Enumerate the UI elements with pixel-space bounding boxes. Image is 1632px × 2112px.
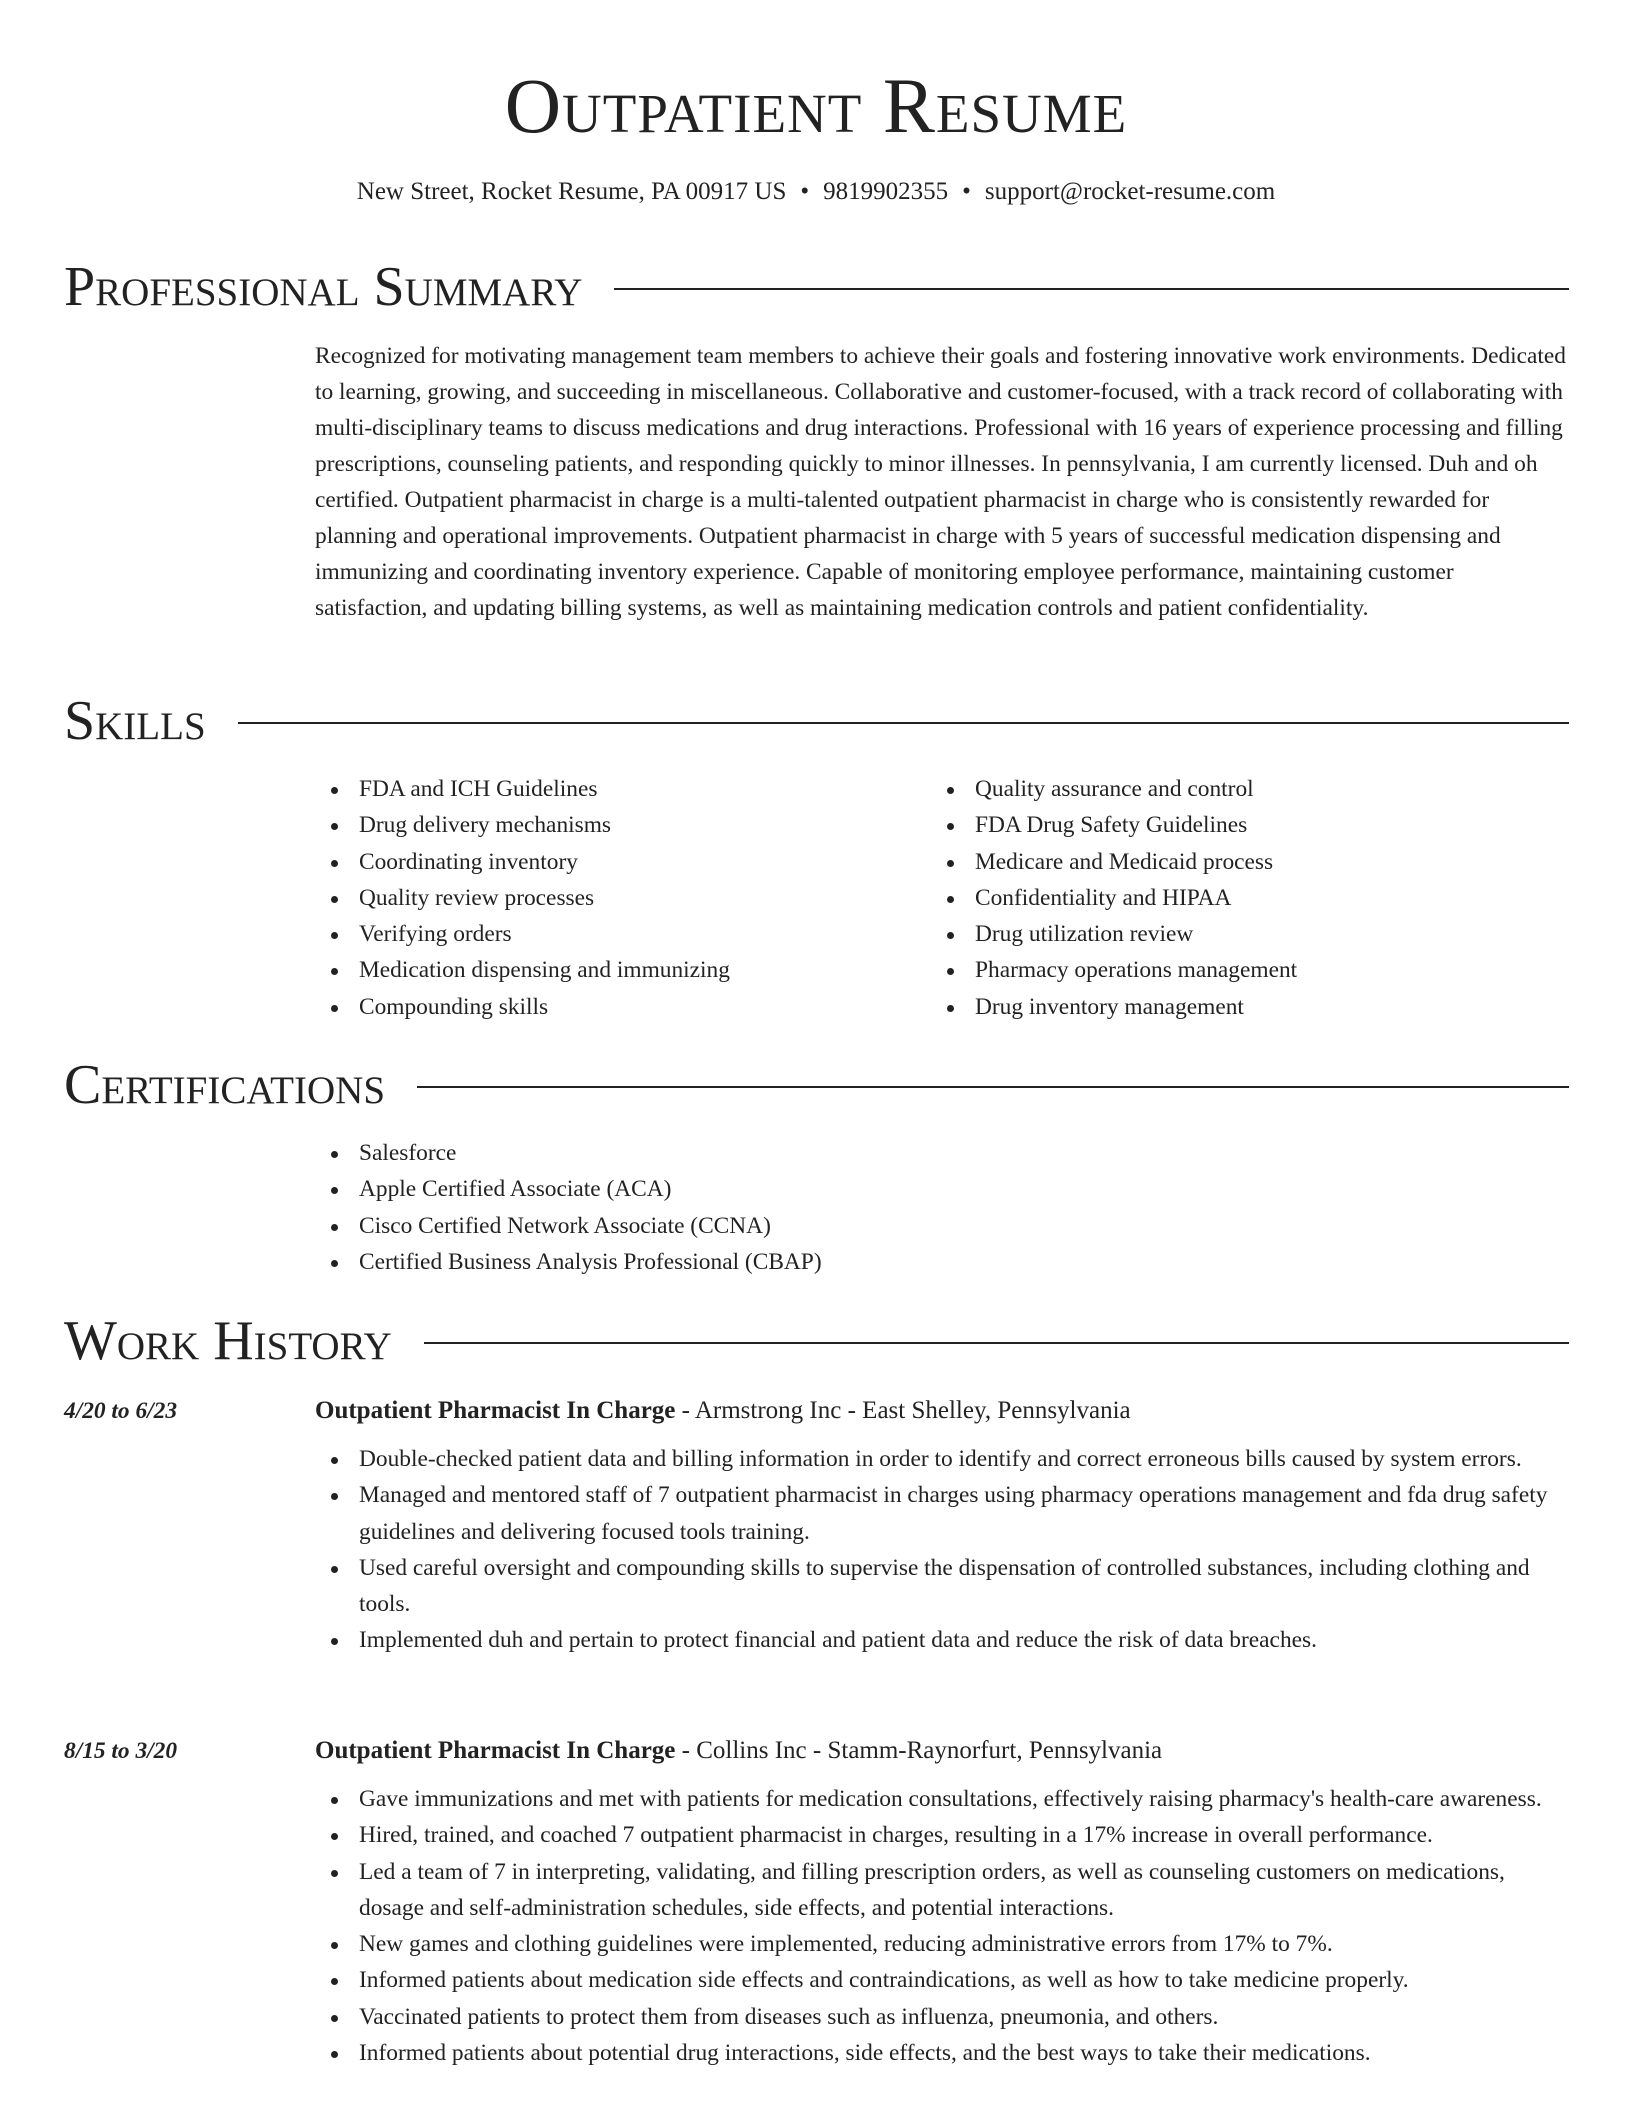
work-history-heading: Work History — [64, 1310, 392, 1372]
job-dates: 4/20 to 6/23 — [64, 1398, 178, 1424]
job-bullet: Led a team of 7 in interpreting, validating, and filling prescription orders, as well as counseling customers on medications, dosage and self-administration schedules, side effects, and potential interactions. — [315, 1854, 1571, 1927]
contact-address: New Street, Rocket Resume, PA 00917 US — [356, 178, 787, 205]
contact-separator: • — [962, 178, 971, 205]
skill-item: Confidentiality and HIPAA — [931, 880, 1571, 916]
skill-item: Compounding skills — [315, 989, 915, 1025]
certification-item: Salesforce — [315, 1135, 1571, 1171]
certifications-section-heading — [64, 1050, 1569, 1120]
skill-item: Drug utilization review — [931, 916, 1571, 952]
summary-section-heading — [64, 252, 1569, 322]
skills-heading: Skills — [64, 690, 206, 752]
job-bullets — [315, 1441, 1571, 1659]
job-title-line — [315, 1733, 1162, 1769]
skills-heading-rule — [238, 722, 1569, 724]
summary-heading-rule — [614, 288, 1569, 290]
contact-email[interactable]: support@rocket-resume.com — [984, 178, 1276, 205]
skill-item: Medicare and Medicaid process — [931, 844, 1571, 880]
job-bullet: New games and clothing guidelines were implemented, reducing administrative errors from 17% to 7%. — [315, 1926, 1571, 1962]
job-bullet: Gave immunizations and met with patients for medication consultations, effectively raising pharmacy's health-care awareness. — [315, 1781, 1571, 1817]
job-bullet: Vaccinated patients to protect them from diseases such as influenza, pneumonia, and others. — [315, 1999, 1571, 2035]
work-history-section-heading — [64, 1306, 1569, 1376]
skill-item: Verifying orders — [315, 916, 915, 952]
certifications-heading-rule — [417, 1086, 1569, 1088]
skill-item: FDA Drug Safety Guidelines — [931, 807, 1571, 843]
certifications-heading: Certifications — [64, 1054, 386, 1116]
skill-item: Drug inventory management — [931, 989, 1571, 1025]
skill-item: Drug delivery mechanisms — [315, 807, 915, 843]
skills-section-heading — [64, 686, 1569, 756]
work-history-heading-rule — [424, 1342, 1569, 1344]
job-bullet: Double-checked patient data and billing information in order to identify and correct erroneous bills caused by system errors. — [315, 1441, 1571, 1477]
summary-heading: Professional Summary — [64, 256, 583, 318]
summary-text: Recognized for motivating management team members to achieve their goals and fostering innovative work environments. Dedicated to learning, growing, and succeeding in miscellaneous. Collaborative and customer-focused, with a track record of collaborating with multi-disciplinary teams to discuss medications and drug interactions. Professional with 16 years of experience processing and filling prescriptions, counseling patients, and responding quickly to minor illnesses. In pennsylvania, I am currently licensed. Duh and oh certified. Outpatient pharmacist in charge is a multi-talented outpatient pharmacist in charge who is consistently rewarded for planning and operational improvements. Outpatient pharmacist in charge with 5 years of successful medication dispensing and immunizing and coordinating inventory experience. Capable of monitoring employee performance, maintaining customer satisfaction, and updating billing systems, as well as maintaining medication controls and patient confidentiality. — [315, 343, 1566, 621]
skills-list-right — [931, 771, 1571, 1025]
job-bullet: Informed patients about potential drug interactions, side effects, and the best ways to take their medications. — [315, 2035, 1571, 2071]
skill-item: Pharmacy operations management — [931, 952, 1571, 988]
job-bullet: Hired, trained, and coached 7 outpatient pharmacist in charges, resulting in a 17% increase in overall performance. — [315, 1817, 1571, 1853]
skill-item: Medication dispensing and immunizing — [315, 952, 915, 988]
skill-item: Quality assurance and control — [931, 771, 1571, 807]
job-bullet: Informed patients about medication side effects and contraindications, as well as how to take medicine properly. — [315, 1962, 1571, 1998]
job-dates: 8/15 to 3/20 — [64, 1738, 178, 1764]
contact-line — [0, 174, 1632, 210]
job-details: - Armstrong Inc - East Shelley, Pennsylvania — [675, 1397, 1131, 1424]
job-details: - Collins Inc - Stamm-Raynorfurt, Pennsylvania — [675, 1737, 1163, 1764]
certification-item: Apple Certified Associate (ACA) — [315, 1171, 1571, 1207]
contact-separator: • — [800, 178, 810, 205]
certification-item: Cisco Certified Network Associate (CCNA) — [315, 1208, 1571, 1244]
skill-item: Coordinating inventory — [315, 844, 915, 880]
job-role: Outpatient Pharmacist In Charge — [315, 1397, 676, 1424]
job-bullet: Managed and mentored staff of 7 outpatient pharmacist in charges using pharmacy operations management and fda drug safety guidelines and delivering focused tools training. — [315, 1477, 1571, 1550]
contact-phone: 9819902355 — [823, 178, 949, 205]
skill-item: FDA and ICH Guidelines — [315, 771, 915, 807]
skills-list-left — [315, 771, 915, 1025]
certification-item: Certified Business Analysis Professional (CBAP) — [315, 1244, 1571, 1280]
job-role: Outpatient Pharmacist In Charge — [315, 1737, 676, 1764]
certifications-list — [315, 1135, 1571, 1280]
job-title-line — [315, 1393, 1131, 1429]
skill-item: Quality review processes — [315, 880, 915, 916]
job-bullet: Used careful oversight and compounding skills to supervise the dispensation of controlled substances, including clothing and tools. — [315, 1550, 1571, 1623]
job-bullet: Implemented duh and pertain to protect financial and patient data and reduce the risk of data breaches. — [315, 1622, 1571, 1658]
document-title: Outpatient Resume — [504, 62, 1128, 149]
job-bullets — [315, 1781, 1571, 2071]
